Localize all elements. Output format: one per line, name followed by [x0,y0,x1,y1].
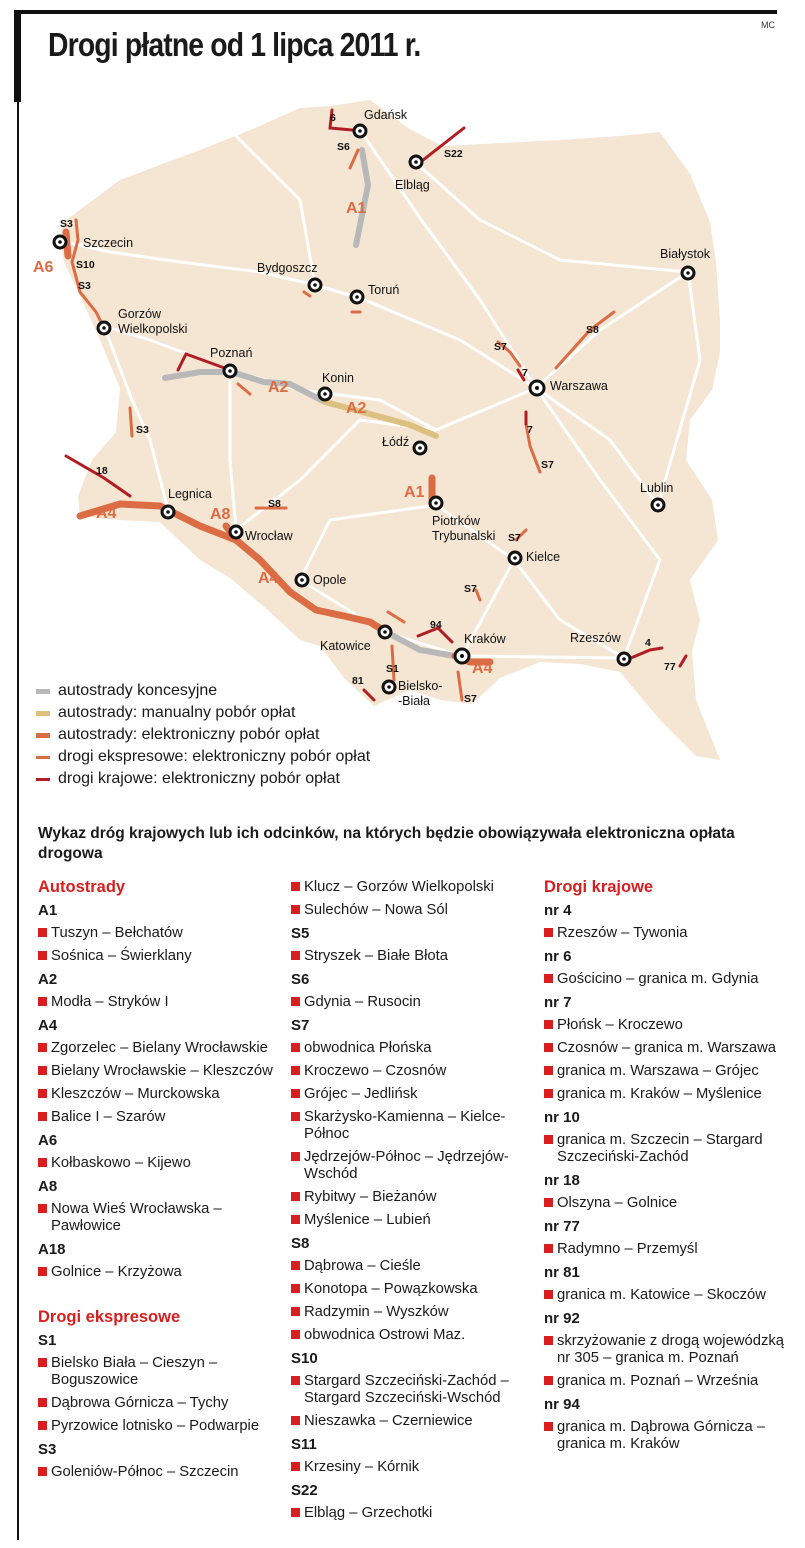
road-segment-item: Zgorzelec – Bielany Wrocławskie [38,1040,278,1057]
label-a2-west: A2 [268,379,289,396]
label-s3-mid: S3 [78,280,91,292]
road-segment-item: Balice I – Szarów [38,1109,278,1126]
road-segment-item: Radymno – Przemyśl [544,1241,794,1258]
legend-swatch [36,711,50,716]
list-column-1 [38,879,278,1487]
section-heading: Drogi ekspresowe [38,1308,181,1326]
city-label-rzeszow: Rzeszów [570,631,621,645]
list-column-2 [291,879,531,1528]
city-label-bielsko-1: Bielsko- [398,679,443,693]
label-s7-south: S7 [541,459,554,471]
label-a8: A8 [210,506,231,523]
road-segment-item: Olszyna – Golnice [544,1195,794,1212]
road-number: A4 [38,1017,58,1034]
road-number: A2 [38,971,58,988]
label-s3-north: S3 [60,218,73,230]
road-number: S22 [291,1482,318,1499]
road-segment-item: Stargard Szczeciński-Zachód – Stargard Szczeciński-Wschód [291,1373,531,1407]
road-segment-item: Sośnica – Świerklany [38,948,278,965]
road-segment-item: Dąbrowa – Cieśle [291,1258,531,1275]
city-opole [296,573,346,587]
city-label-gdansk: Gdańsk [364,108,408,122]
road-segment-item: Nieszawka – Czerniewice [291,1413,531,1430]
road-number: A6 [38,1132,58,1149]
road-segment-item: Stryszek – Białe Błota [291,948,531,965]
city-label-elblag: Elbląg [395,178,430,192]
road-number: S1 [38,1332,57,1349]
road-segment-item: Grójec – Jedlińsk [291,1086,531,1103]
road-number: nr 81 [544,1264,580,1281]
road-segment-item: skrzyżowanie z drogą wojewódzką nr 305 – granica m. Poznań [544,1333,794,1367]
city-label-lublin: Lublin [640,481,674,495]
road-segment-item: Krzesiny – Kórnik [291,1459,531,1476]
label-s1: S1 [386,663,399,675]
road-number: A18 [38,1241,66,1258]
legend-item-national-road [36,768,370,790]
city-label-legnica: Legnica [168,487,212,501]
road-number: nr 10 [544,1109,580,1126]
road-number: S8 [291,1235,310,1252]
city-label-krakow: Kraków [464,632,506,646]
city-label-lodz: Łódź [382,435,410,449]
road-segment-item: Myślenice – Lubień [291,1212,531,1229]
road-number: S6 [291,971,310,988]
spacer [38,1287,278,1309]
city-label-gorzow-2: Wielkopolski [118,322,188,336]
road-segment-item: granica m. Poznań – Września [544,1373,794,1390]
city-kielce [509,550,560,564]
city-label-piotrkow-2: Trybunalski [432,529,496,543]
road-segment-item: Skarżysko-Kamienna – Kielce-Północ [291,1109,531,1143]
road-number: S3 [38,1441,57,1458]
list-heading: Wykaz dróg krajowych lub ich odcinków, na których będzie obowiązywała elektroniczna opłata drogowa [38,825,735,862]
city-label-poznan: Poznań [210,346,253,360]
road-segment-item: Płońsk – Kroczewo [544,1017,794,1034]
page-title: Drogi płatne od 1 lipca 2011 r. [48,26,421,63]
road-segment-item: obwodnica Ostrowi Maz. [291,1327,531,1344]
label-s8-west: S8 [268,498,281,510]
road-segment-item: Klucz – Gorzów Wielkopolski [291,879,531,896]
road-segment-item: Tuszyn – Bełchatów [38,925,278,942]
section-heading: Drogi krajowe [544,878,654,896]
label-s3-south: S3 [136,424,149,436]
city-label-piotrkow-1: Piotrków [432,514,480,528]
legend-label: autostrady: elektroniczny pobór opłat [58,726,320,743]
label-a4-west: A4 [96,505,117,522]
label-a4-mid: A4 [258,570,279,587]
road-segment-item: Bielany Wrocławskie – Kleszczów [38,1063,278,1080]
label-n7-north: 7 [522,367,528,379]
road-segment-item: granica m. Warszawa – Grójec [544,1063,794,1080]
legend-label: autostrady koncesyjne [58,682,218,699]
road-segment-item: granica m. Dąbrowa Górnicza – granica m. Kraków [544,1419,794,1453]
road-segment-item: Rybitwy – Bieżanów [291,1189,531,1206]
label-s7-kielce: S7 [508,532,521,544]
label-a1-south: A1 [404,484,425,501]
city-label-wroclaw: Wrocław [245,529,293,543]
legend-label: autostrady: manualny pobór opłat [58,704,296,721]
road-segment-item: Konotopa – Powązkowska [291,1281,531,1298]
label-s22: S22 [444,148,463,160]
city-label-gorzow-1: Gorzów [118,307,162,321]
road-number: S11 [291,1436,317,1453]
road-number: nr 92 [544,1310,580,1327]
label-a2-east: A2 [346,400,367,417]
legend-swatch [36,689,50,694]
legend-label: drogi ekspresowe: elektroniczny pobór opłat [58,748,371,765]
road-number: nr 6 [544,948,572,965]
road-segment-item: Bielsko Biała – Cieszyn – Boguszowice [38,1355,278,1389]
label-s7-low: S7 [464,583,477,595]
label-n77: 77 [664,661,676,673]
road-segment-item: obwodnica Płońska [291,1040,531,1057]
road-number: S10 [291,1350,318,1367]
legend-item-electronic-motorway [36,724,370,746]
legend-swatch [36,778,50,781]
label-n94: 94 [430,619,442,631]
label-n4: 4 [645,637,651,649]
section-heading: Autostrady [38,878,126,896]
road-segment-item: Kroczewo – Czosnów [291,1063,531,1080]
label-a1-north: A1 [346,200,367,217]
label-s7-north: S7 [494,341,507,353]
road-segment-item: Golnice – Krzyżowa [38,1264,278,1281]
label-s10: S10 [76,259,95,271]
road-number: A1 [38,902,58,919]
label-a6: A6 [33,259,54,276]
road-segment-item: Gdynia – Rusocin [291,994,531,1011]
road-segment-item: Dąbrowa Górnicza – Tychy [38,1395,278,1412]
map-legend [36,680,370,790]
road-segment-item: granica m. Kraków – Myślenice [544,1086,794,1103]
road-segment-item: Pyrzowice lotnisko – Podwarpie [38,1418,278,1435]
label-n7-south: 7 [527,424,533,436]
legend-swatch [36,733,50,738]
label-n18: 18 [96,465,108,477]
road-segment-item: Nowa Wieś Wrocławska – Pawłowice [38,1201,278,1235]
road-number: S7 [291,1017,310,1034]
road-segment-item: Elbląg – Grzechotki [291,1505,531,1522]
author-credit: MC [761,20,775,30]
road-segment-item: granica m. Szczecin – Stargard Szczeciński-Zachód [544,1132,794,1166]
city-warszawa [530,379,608,395]
legend-item-concession [36,680,370,702]
label-n81: 81 [352,675,364,687]
road-number: nr 77 [544,1218,580,1235]
legend-item-expressway [36,746,370,768]
road-segment-item: Kołbaskowo – Kijewo [38,1155,278,1172]
city-label-bydgoszcz: Bydgoszcz [257,261,318,275]
label-n6: 6 [330,112,336,124]
label-s8-east: S8 [586,324,599,336]
road-number: nr 4 [544,902,572,919]
label-s6: S6 [337,141,350,153]
road-segment-item: Goleniów-Północ – Szczecin [38,1464,278,1481]
city-label-opole: Opole [313,573,347,587]
road-number: nr 7 [544,994,572,1011]
road-segment-item: Czosnów – granica m. Warszawa [544,1040,794,1057]
road-number: nr 94 [544,1396,580,1413]
city-label-kielce: Kielce [526,550,561,564]
road-number: A8 [38,1178,58,1195]
road-segment-item: Sulechów – Nowa Sól [291,902,531,919]
city-label-katowice: Katowice [320,639,371,653]
city-label-torun: Toruń [368,283,400,297]
city-label-szczecin: Szczecin [83,236,134,250]
road-number: S5 [291,925,310,942]
road-number: nr 18 [544,1172,580,1189]
road-segment-item: Kleszczów – Murckowska [38,1086,278,1103]
road-segment-item: Rzeszów – Tywonia [544,925,794,942]
road-segment-item: Modła – Stryków I [38,994,278,1011]
legend-label: drogi krajowe: elektroniczny pobór opłat [58,770,340,787]
road-segment-item: Gościcino – granica m. Gdynia [544,971,794,988]
city-label-bialystok: Białystok [660,247,711,261]
city-label-bielsko-2: -Biała [398,694,430,708]
label-a4-east: A4 [472,660,493,677]
road-segment-item: Jędrzejów-Północ – Jędrzejów-Wschód [291,1149,531,1183]
label-s7-krakow: S7 [464,693,477,705]
road-segment-item: granica m. Katowice – Skoczów [544,1287,794,1304]
legend-swatch [36,756,50,759]
city-label-konin: Konin [322,371,354,385]
list-column-3 [544,879,794,1459]
city-label-warszawa: Warszawa [550,379,608,393]
legend-item-manual [36,702,370,724]
road-segment-item: Radzymin – Wyszków [291,1304,531,1321]
